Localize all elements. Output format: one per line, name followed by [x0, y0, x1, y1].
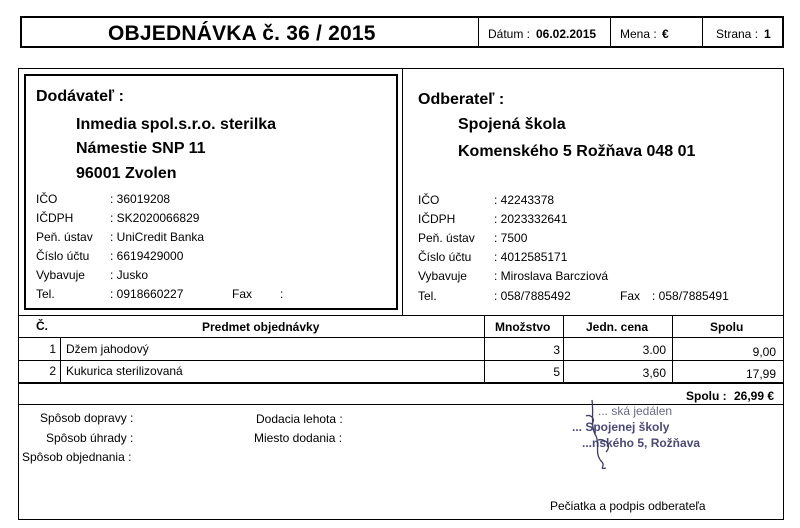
supplier-tel-value: : 0918660227	[110, 287, 184, 301]
row-1-no: 1	[49, 342, 56, 356]
date-label: Dátum :	[488, 27, 531, 41]
row-1-total: 9,00	[752, 345, 776, 359]
currency-label: Mena :	[620, 27, 657, 41]
stamp-line-1: ... ská jedálen	[598, 404, 673, 418]
total-value: 26,99 €	[734, 389, 775, 403]
customer-contact-value: : Miroslava Barcziová	[494, 269, 609, 283]
date-value: 06.02.2015	[536, 27, 597, 41]
customer-icdph-value: : 2023332641	[494, 212, 568, 226]
delivery-place-label: Miesto dodania :	[254, 431, 343, 445]
row-1-unit-price: 3.00	[642, 343, 666, 357]
customer-bank-value: : 7500	[494, 231, 528, 245]
supplier-ico-value: : 36019208	[110, 192, 171, 206]
customer-account-label: Číslo účtu	[418, 250, 472, 264]
row-2-item: Kukurica sterilizovaná	[66, 364, 183, 378]
row-2-no: 2	[49, 364, 56, 378]
page-value: 1	[764, 27, 771, 41]
customer-account-value: : 4012585171	[494, 250, 568, 264]
supplier-ico-label: IČO	[36, 192, 58, 206]
supplier-contact-value: : Jusko	[110, 268, 149, 282]
transport-label: Spôsob dopravy :	[40, 411, 134, 425]
col-unit-price-header: Jedn. cena	[586, 320, 649, 334]
payment-label: Spôsob úhrady :	[46, 431, 134, 445]
col-no-header: Č.	[36, 319, 48, 333]
supplier-fax-value: :	[280, 287, 284, 301]
row-2-unit-price: 3,60	[642, 366, 666, 380]
page-label: Strana :	[716, 27, 759, 41]
total-label: Spolu :	[686, 389, 727, 403]
row-2-total: 17,99	[745, 367, 776, 381]
customer-contact-label: Vybavuje	[418, 269, 467, 283]
customer-bank-label: Peň. ústav	[418, 231, 475, 245]
order-title: OBJEDNÁVKA č. 36 / 2015	[108, 22, 376, 45]
supplier-bank-value: : UniCredit Banka	[110, 230, 205, 244]
row-2-qty: 5	[553, 365, 560, 379]
signature-scribble	[576, 396, 636, 472]
customer-heading: Odberateľ :	[418, 91, 505, 108]
customer-tel-label: Tel.	[418, 289, 437, 303]
row-1-qty: 3	[553, 343, 560, 357]
delivery-term-label: Dodacia lehota :	[256, 412, 343, 426]
currency-value: €	[662, 27, 669, 41]
supplier-heading: Dodávateľ :	[36, 88, 124, 105]
col-total-header: Spolu	[710, 320, 744, 334]
supplier-bank-label: Peň. ústav	[36, 230, 93, 244]
supplier-icdph-value: : SK2020066829	[110, 211, 200, 225]
supplier-tel-label: Tel.	[36, 287, 55, 301]
supplier-account-label: Číslo účtu	[36, 249, 90, 263]
ordering-label: Spôsob objednania :	[22, 450, 132, 464]
customer-icdph-label: IČDPH	[418, 212, 456, 226]
row-1-item: Džem jahodový	[66, 342, 149, 356]
supplier-fax-label: Fax	[232, 287, 253, 301]
customer-address: Komenského 5 Rožňava 048 01	[458, 143, 696, 160]
supplier-box	[24, 74, 398, 310]
supplier-contact-label: Vybavuje	[36, 268, 85, 282]
customer-fax-label: Fax	[620, 289, 641, 303]
stamp-line-2: ... Spojenej školy	[572, 420, 670, 434]
customer-fax-value: : 058/7885491	[652, 289, 729, 303]
header-box	[20, 16, 784, 48]
col-item-header: Predmet objednávky	[202, 320, 320, 334]
supplier-city: 96001 Zvolen	[76, 165, 177, 182]
supplier-street: Námestie SNP 11	[76, 140, 206, 157]
customer-ico-value: : 42243378	[494, 193, 555, 207]
stamp-line-3: ...nského 5, Rožňava	[582, 436, 701, 450]
supplier-icdph-label: IČDPH	[36, 211, 74, 225]
customer-ico-label: IČO	[418, 193, 440, 207]
customer-tel-value: : 058/7885492	[494, 289, 571, 303]
signature-label: Pečiatka a podpis odberateľa	[550, 499, 706, 513]
supplier-name: Inmedia spol.s.r.o. sterilka	[76, 116, 277, 133]
customer-name: Spojená škola	[458, 116, 566, 133]
supplier-account-value: : 6619429000	[110, 249, 184, 263]
col-qty-header: Množstvo	[495, 320, 551, 334]
